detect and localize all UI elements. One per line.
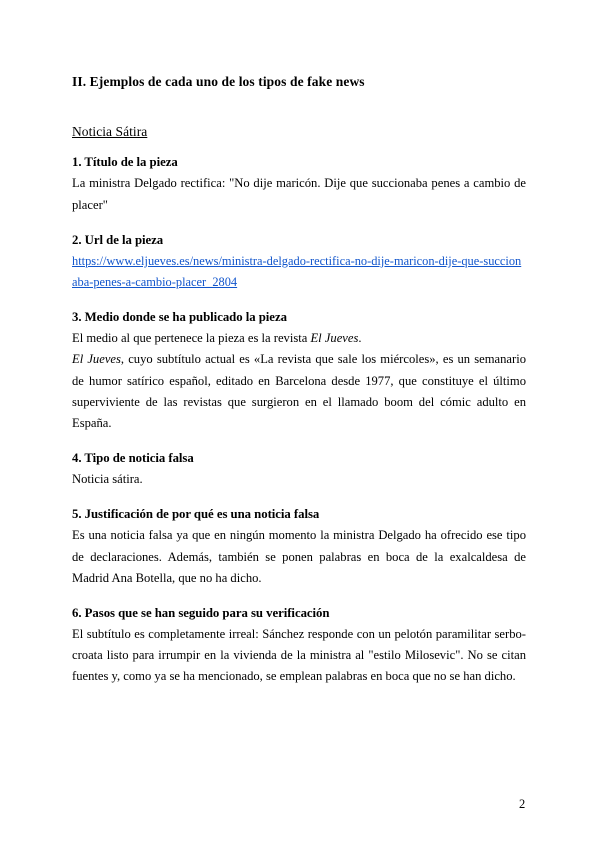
- item-heading: 5. Justificación de por qué es una noticia falsa: [72, 507, 320, 522]
- item-justificacion: [72, 504, 526, 589]
- item-titulo: [72, 152, 526, 215]
- item-text: El subtítulo es completamente irreal: Sánchez responde con un pelotón paramilitar serbo-croata listo para irrumpir en la vivienda de la ministra al "estilo Milosevic". No se citan fuentes y, como ya se ha mencionado, se emplean palabras en boca que no se han dicho.: [72, 627, 526, 684]
- section-title: Noticia Sátira: [72, 124, 148, 140]
- item-medio: [72, 307, 526, 434]
- text-rest: , cuyo subtítulo actual es «La revista que sale los miércoles», es un semanario de humor satírico español, editado en Barcelona desde 1977, que constituye el último superviviente de las revistas que surgieron en el llamado boom del cómic adulto en España.: [72, 352, 526, 431]
- item-heading: 4. Tipo de noticia falsa: [72, 451, 194, 466]
- page-content: [72, 71, 526, 688]
- item-heading: 6. Pasos que se han seguido para su verificación: [72, 606, 330, 621]
- chapter-title: II. Ejemplos de cada uno de los tipos de fake news: [72, 74, 365, 89]
- item-heading: 3. Medio donde se ha publicado la pieza: [72, 310, 287, 325]
- item-tipo: [72, 448, 526, 490]
- text-suffix: .: [358, 331, 362, 346]
- item-pasos: [72, 603, 526, 688]
- item-text-line1: [72, 328, 526, 349]
- item-text: Es una noticia falsa ya que en ningún momento la ministra Delgado ha ofrecido ese tipo de declaraciones. Además, también se ponen palabras en boca de la exalcaldesa de Madrid Ana Botella, que no ha dicho.: [72, 528, 526, 585]
- item-text-para2: [72, 349, 526, 434]
- item-text: La ministra Delgado rectifica: "No dije maricón. Dije que succionaba penes a cambio de placer": [72, 176, 526, 212]
- item-heading: 2. Url de la pieza: [72, 232, 164, 247]
- text-prefix: El medio al que pertenece la pieza es la revista: [72, 331, 311, 346]
- magazine-name: El Jueves: [310, 331, 359, 346]
- page-number: 2: [519, 797, 526, 811]
- item-link-paragraph: [72, 251, 526, 293]
- item-url: [72, 230, 526, 293]
- magazine-name: El Jueves: [72, 352, 121, 367]
- item-heading: 1. Título de la pieza: [72, 155, 178, 170]
- item-text: Noticia sátira.: [72, 472, 143, 487]
- article-link[interactable]: https://www.eljueves.es/news/ministra-delgado-rectifica-no-dije-maricon-dije-que-succionaba-penes-a-cambio-placer_2804: [72, 253, 522, 290]
